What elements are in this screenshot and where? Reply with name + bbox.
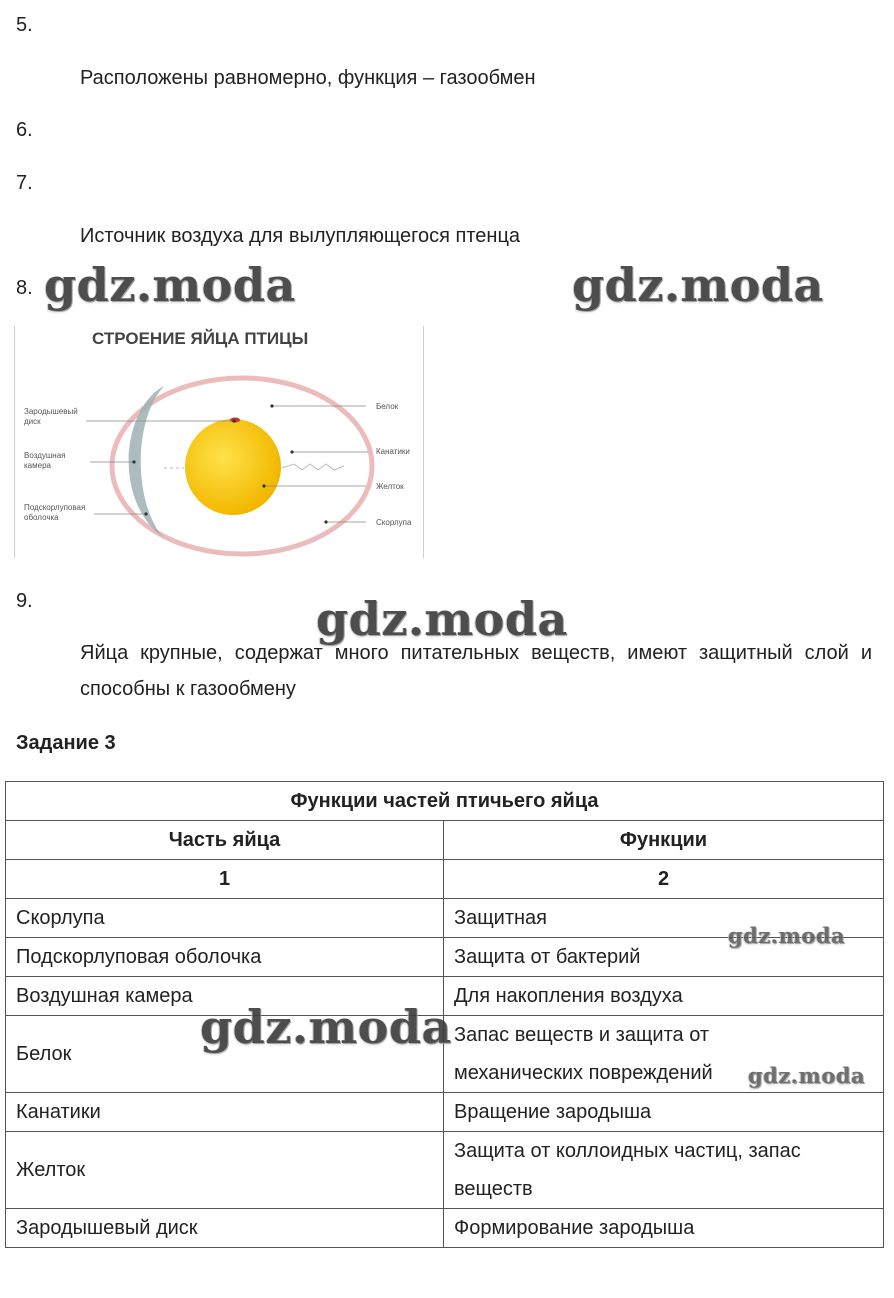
label-yolk: Желток — [376, 482, 404, 491]
cell-part: Воздушная камера — [6, 977, 444, 1016]
item-number-8: 8. — [16, 277, 33, 299]
cell-function: Защита от коллоидных частиц, запас веществ — [444, 1132, 884, 1209]
cell-function: Защитная — [444, 899, 884, 938]
watermark: gdz.moda — [728, 923, 846, 948]
cell-function: Вращение зародыша — [444, 1093, 884, 1132]
watermark: gdz.moda — [44, 258, 296, 312]
label-shell: Скорлупа — [376, 518, 412, 527]
item-number-6: 6. — [16, 119, 33, 141]
cell-function: Защита от бактерий — [444, 938, 884, 977]
table-row — [6, 1132, 884, 1209]
label-chalazae: Канатики — [376, 447, 410, 456]
figure-title: СТРОЕНИЕ ЯЙЦА ПТИЦЫ — [92, 329, 309, 348]
col-number-1: 1 — [6, 860, 444, 899]
watermark: gdz.moda — [572, 258, 824, 312]
cell-part: Скорлупа — [6, 899, 444, 938]
task-heading: Задание 3 — [16, 732, 116, 754]
cell-part: Подскорлуповая оболочка — [6, 938, 444, 977]
cell-function: Запас веществ и защита от механических повреждений — [444, 1016, 884, 1093]
cell-part: Белок — [6, 1016, 444, 1093]
label-air-chamber-2: камера — [24, 461, 51, 470]
item-number-9: 9. — [16, 590, 33, 612]
yolk — [185, 419, 281, 515]
watermark: gdz.moda — [748, 1063, 866, 1088]
table-title: Функции частей птичьего яйца — [6, 782, 884, 821]
answer-7: Источник воздуха для вылупляющегося птенца — [80, 225, 521, 247]
table-row — [6, 1209, 884, 1248]
answer-5: Расположены равномерно, функция – газообмен — [80, 67, 536, 89]
item-number-5: 5. — [16, 14, 33, 36]
cell-function: Формирование зародыша — [444, 1209, 884, 1248]
table-row — [6, 1093, 884, 1132]
watermark: gdz.moda — [316, 592, 568, 646]
cell-part: Желток — [6, 1132, 444, 1209]
watermark: gdz.moda — [200, 1000, 452, 1054]
cell-part: Канатики — [6, 1093, 444, 1132]
label-membrane-1: Подскорлуповая — [24, 503, 86, 512]
cell-part: Зародышевый диск — [6, 1209, 444, 1248]
egg-structure-figure — [14, 326, 424, 558]
label-air-chamber-1: Воздушная — [24, 451, 66, 460]
label-membrane-2: оболочка — [24, 513, 59, 522]
answer-9: Яйца крупные, содержат много питательных веществ, имеют защитный слой и способны к газообмену — [80, 642, 872, 700]
cell-function: Для накопления воздуха — [444, 977, 884, 1016]
col-number-2: 2 — [444, 860, 884, 899]
item-number-7: 7. — [16, 172, 33, 194]
label-albumen: Белок — [376, 402, 399, 411]
col-header-part: Часть яйца — [6, 821, 444, 860]
egg-diagram — [14, 326, 424, 558]
chalazae — [282, 464, 344, 470]
col-header-function: Функции — [444, 821, 884, 860]
label-germinal-disc-1: Зародышевый — [24, 407, 78, 416]
label-germinal-disc-2: диск — [24, 417, 41, 426]
